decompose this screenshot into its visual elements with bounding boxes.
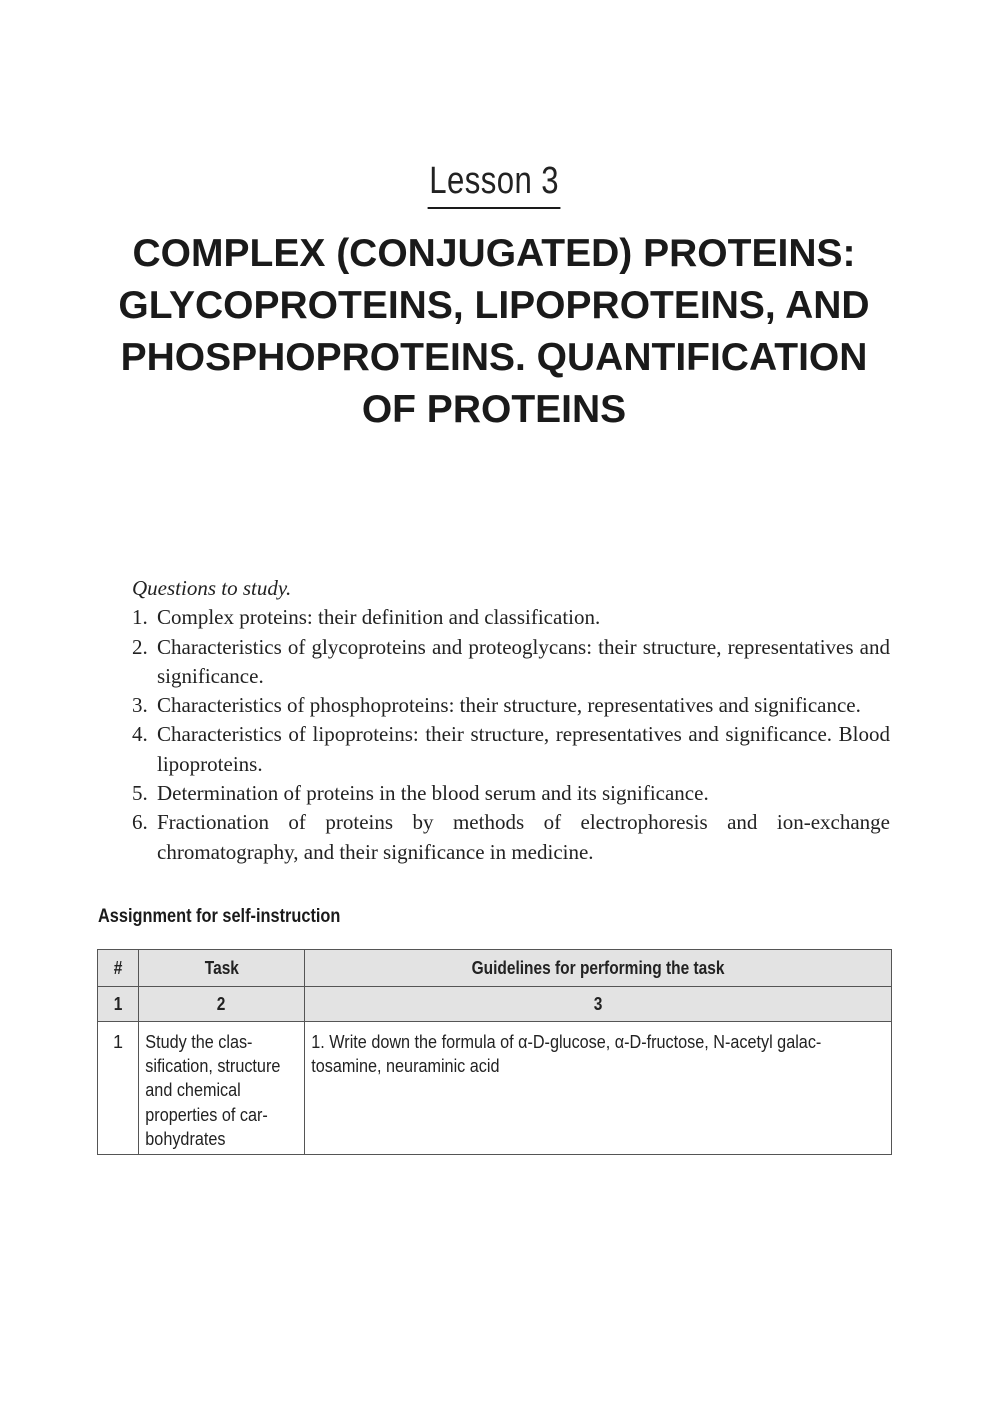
- column-number: 1: [98, 987, 139, 1022]
- assignment-heading: Assignment for self-instruction: [98, 906, 341, 927]
- column-header: Task: [139, 950, 305, 987]
- task-cell: [139, 1022, 305, 1155]
- table-row: [98, 1022, 892, 1155]
- column-number: 2: [139, 987, 305, 1022]
- table-header-row: [98, 950, 892, 987]
- questions-heading: Questions to study.: [132, 576, 292, 600]
- column-header: Guidelines for performing the task: [305, 950, 892, 987]
- question-text: Complex proteins: their definition and classification.: [157, 605, 601, 630]
- question-item: [132, 603, 890, 632]
- question-item: [132, 691, 890, 720]
- question-number: 4.: [132, 722, 148, 747]
- row-number: 1: [112, 1032, 123, 1052]
- question-item: [132, 808, 890, 867]
- row-number-cell: [98, 1022, 139, 1155]
- question-text: Determination of proteins in the blood serum and its significance.: [157, 781, 709, 806]
- questions-list: [132, 603, 890, 867]
- guidelines-cell: [305, 1022, 892, 1155]
- assignment-table: [97, 949, 892, 1155]
- question-number: 5.: [132, 781, 148, 806]
- question-item: [132, 779, 890, 808]
- column-number: 3: [305, 987, 892, 1022]
- task-text: Study the classification, structure and chemical properties of carbohydrates: [145, 1032, 281, 1149]
- questions-section: [132, 574, 890, 867]
- title-line: PHOSPHOPROTEINS. QUANTIFICATION: [120, 336, 868, 379]
- question-number: 6.: [132, 810, 148, 835]
- question-text: Characteristics of glycoproteins and proteoglycans: their structure, representatives and significance.: [157, 634, 890, 688]
- question-item: [132, 633, 890, 692]
- title-line: COMPLEX (CONJUGATED) PROTEINS:: [132, 232, 856, 275]
- question-text: Characteristics of lipoproteins: their structure, representatives and significance. Blood lipoproteins.: [157, 722, 890, 776]
- question-number: 3.: [132, 693, 148, 718]
- table-column-number-row: [98, 987, 892, 1022]
- title-line: GLYCOPROTEINS, LIPOPROTEINS, AND: [118, 284, 870, 327]
- column-header: #: [98, 950, 139, 987]
- page-title: [100, 228, 888, 436]
- question-text: Fractionation of proteins by methods of electrophoresis and ion-exchange chromatography, and their significance in medicine.: [157, 810, 890, 864]
- title-line: OF PROTEINS: [361, 388, 627, 431]
- lesson-label: [0, 160, 988, 209]
- guidelines-text: 1. Write down the formula of α-D-glucose, α-D-fructose, N-acetyl galactosamine, neuraminic acid: [311, 1032, 822, 1077]
- question-number: 1.: [132, 605, 148, 630]
- lesson-number: Lesson 3: [427, 160, 560, 209]
- question-number: 2.: [132, 634, 148, 659]
- question-text: Characteristics of phosphoproteins: their structure, representatives and significance.: [157, 693, 861, 718]
- question-item: [132, 720, 890, 779]
